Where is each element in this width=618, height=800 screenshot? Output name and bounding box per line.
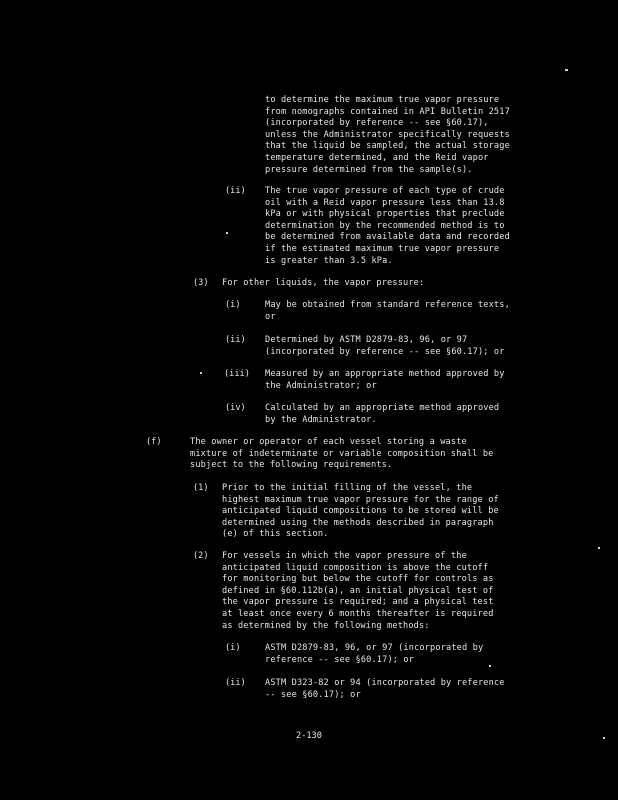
- paragraph-e3-iv: [265, 403, 499, 426]
- text-line: ASTM D323-82 or 94 (incorporated by reference: [265, 678, 505, 688]
- text-line: For other liquids, the vapor pressure:: [222, 278, 425, 288]
- text-line: oil with a Reid vapor pressure less than 13.8: [265, 197, 505, 208]
- scan-speck: [226, 232, 228, 234]
- paragraph-e3-iii: [265, 369, 505, 392]
- text-line: unless the Administrator specifically requests: [265, 129, 510, 140]
- text-line: pressure determined from the sample(s).: [265, 164, 473, 175]
- scan-speck: [598, 547, 600, 549]
- item-marker-e3-iii: (iii): [224, 369, 250, 379]
- text-line: Measured by an appropriate method approved by: [265, 369, 505, 379]
- text-line: For vessels in which the vapor pressure of the: [222, 551, 467, 561]
- paragraph-f1: [222, 483, 499, 541]
- text-line: the vapor pressure is required; and a physical test: [222, 597, 494, 608]
- text-line: at least once every 6 months thereafter is required: [222, 608, 494, 619]
- paragraph-e3-i: [265, 300, 510, 323]
- scan-speck: [489, 665, 491, 667]
- text-line: May be obtained from standard reference texts,: [265, 300, 510, 310]
- text-line: reference -- see §60.17); or: [265, 654, 415, 665]
- item-marker-e3-i: (i): [225, 300, 241, 310]
- paragraph-e2-i-continuation: [265, 95, 510, 176]
- text-line: anticipated liquid compositions to be stored will be: [222, 506, 499, 517]
- text-line: or: [265, 311, 276, 322]
- text-line: (incorporated by reference -- see §60.17); or: [265, 346, 505, 357]
- item-marker-e2-ii: (ii): [225, 186, 246, 196]
- text-line: be determined from available data and recorded: [265, 232, 510, 243]
- paragraph-e2-ii: [265, 186, 510, 267]
- item-marker-e3-iv: (iv): [225, 403, 246, 413]
- text-line: Determined by ASTM D2879-83, 96, or 97: [265, 335, 468, 345]
- text-line: determined using the methods described in paragraph: [222, 517, 494, 528]
- text-line: as determined by the following methods:: [222, 620, 430, 631]
- paragraph-e3-ii: [265, 335, 505, 358]
- text-line: The owner or operator of each vessel storing a waste: [190, 437, 467, 447]
- text-line: subject to the following requirements.: [190, 460, 393, 471]
- text-line: anticipated liquid composition is above the cutoff: [222, 562, 489, 573]
- text-line: from nomographs contained in API Bulletin 2517: [265, 106, 510, 117]
- text-line: for monitoring but below the cutoff for controls as: [222, 574, 494, 585]
- section-marker-f: (f): [146, 437, 162, 447]
- paragraph-f2-ii: [265, 678, 505, 701]
- text-line: if the estimated maximum true vapor pressure: [265, 243, 500, 254]
- text-line: -- see §60.17); or: [265, 689, 361, 700]
- text-line: ASTM D2879-83, 96, or 97 (incorporated by: [265, 643, 484, 653]
- item-marker-f2-i: (i): [225, 643, 241, 653]
- text-line: by the Administrator.: [265, 414, 377, 425]
- text-line: The true vapor pressure of each type of crude: [265, 186, 505, 196]
- text-line: to determine the maximum true vapor pressure: [265, 95, 500, 105]
- text-line: the Administrator; or: [265, 380, 377, 391]
- text-line: (incorporated by reference -- see §60.17),: [265, 118, 489, 129]
- scan-speck: [603, 737, 605, 739]
- scan-speck: [565, 69, 568, 71]
- text-line: defined in §60.112b(a), an initial physical test of: [222, 585, 494, 596]
- paragraph-f2: [222, 551, 494, 632]
- scan-speck: [200, 372, 202, 374]
- text-line: highest maximum true vapor pressure for the range of: [222, 494, 499, 505]
- item-marker-f2-ii: (ii): [225, 678, 246, 688]
- text-line: that the liquid be sampled, the actual storage: [265, 141, 510, 152]
- item-marker-f2: (2): [193, 551, 209, 561]
- text-line: Calculated by an appropriate method approved: [265, 403, 500, 413]
- text-line: temperature determined, and the Reid vapor: [265, 152, 489, 163]
- page-number: 2-130: [296, 731, 322, 741]
- paragraph-f2-i: [265, 643, 483, 666]
- paragraph-e3: [222, 278, 424, 290]
- text-line: is greater than 3.5 kPa.: [265, 255, 393, 266]
- item-marker-e3: (3): [193, 278, 209, 288]
- text-line: (e) of this section.: [222, 529, 329, 540]
- text-line: determination by the recommended method is to: [265, 220, 505, 231]
- paragraph-f: [190, 437, 493, 472]
- text-line: Prior to the initial filling of the vessel, the: [222, 483, 473, 493]
- text-line: kPa or with physical properties that preclude: [265, 209, 505, 220]
- item-marker-e3-ii: (ii): [225, 335, 246, 345]
- text-line: mixture of indeterminate or variable composition shall be: [190, 448, 494, 459]
- item-marker-f1: (1): [193, 483, 209, 493]
